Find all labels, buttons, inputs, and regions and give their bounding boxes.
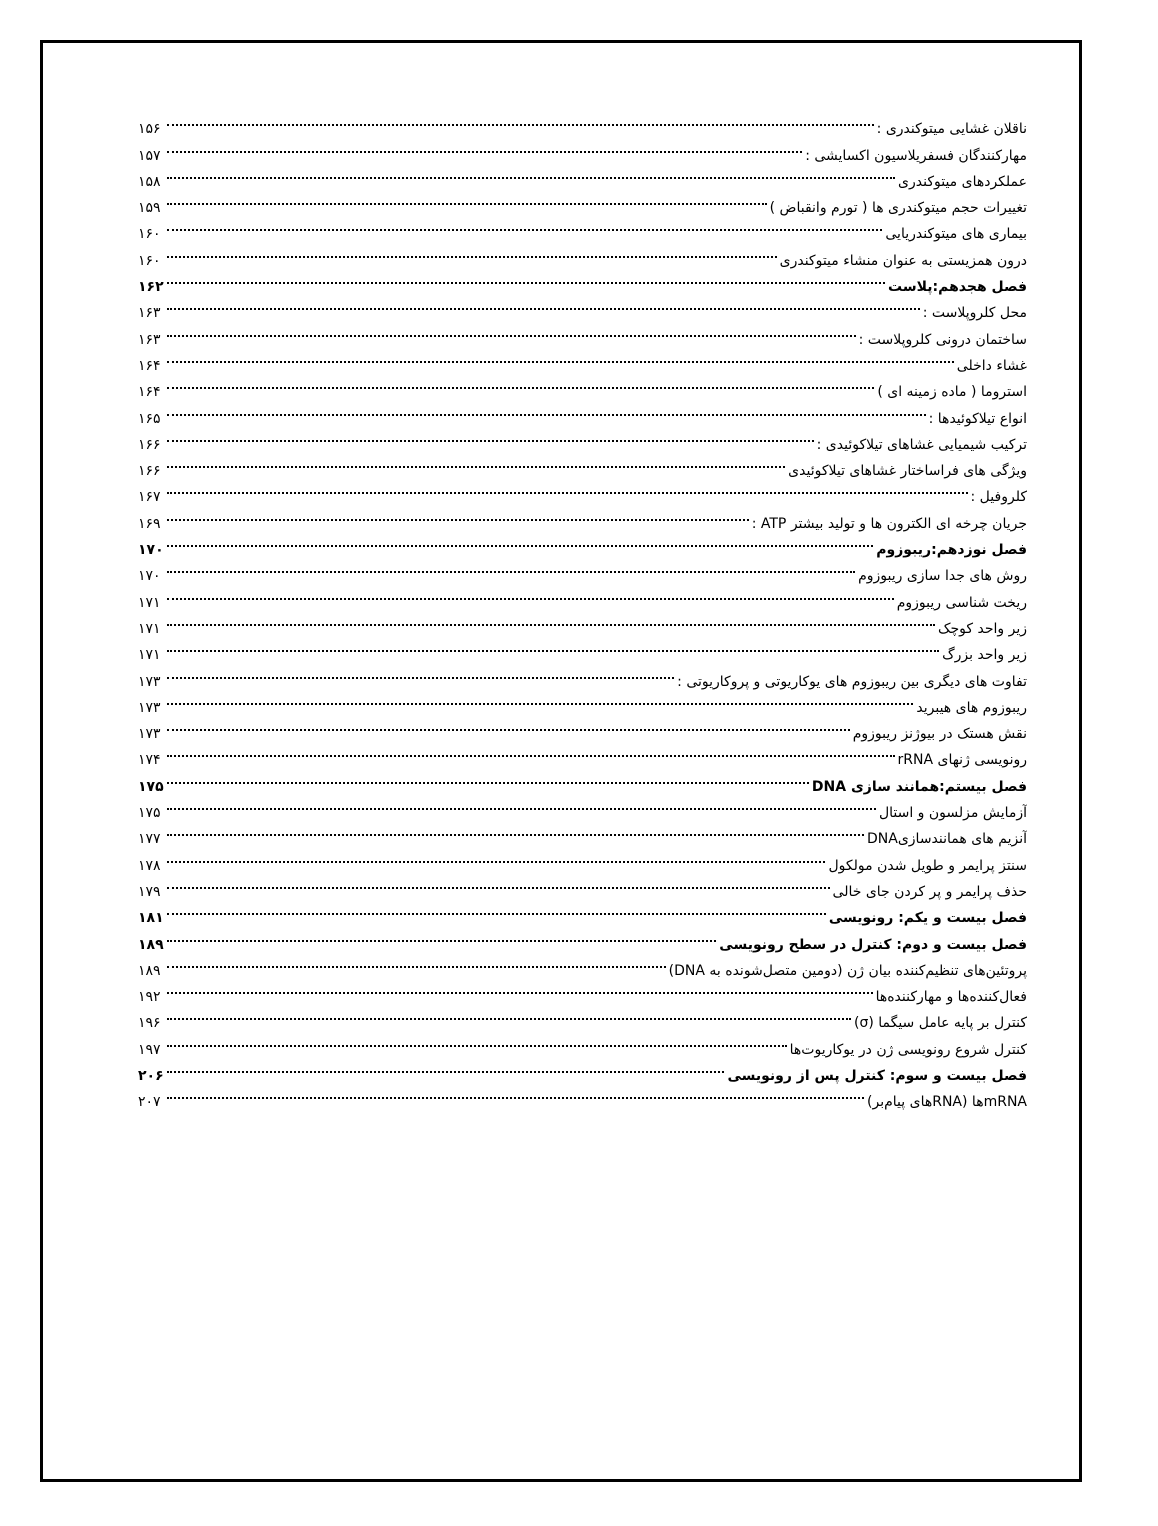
toc-entry-title: فصل بیست و دوم: کنترل در سطح رونویسی bbox=[719, 936, 1027, 953]
toc-page-number: ۱۷۱ bbox=[138, 647, 161, 664]
toc-entry-title: استروما ( ماده زمینه ای ) bbox=[877, 384, 1027, 401]
toc-entry-title: آزمایش مزلسون و استال bbox=[878, 805, 1027, 822]
toc-entry-title: زیر واحد کوچک bbox=[937, 620, 1027, 637]
toc-page-number: ۱۶۵ bbox=[138, 410, 161, 427]
toc-entry-title: پروتئین‌های تنظیم‌کننده بیان ژن (دومین متصل‌شونده به DNA) bbox=[668, 962, 1027, 979]
toc-dot-leader bbox=[167, 186, 767, 212]
toc-page-number: ۱۷۸ bbox=[138, 857, 161, 874]
toc-row bbox=[138, 633, 1027, 664]
toc-page-number: ۱۵۸ bbox=[138, 173, 161, 190]
toc-entry-title: فصل نوزدهم:ریبوزوم bbox=[876, 542, 1027, 559]
toc-page-number: ۱۶۳ bbox=[138, 305, 161, 322]
toc-entry-title: فصل بیست و سوم: کنترل پس از رونویسی bbox=[727, 1067, 1027, 1084]
toc-dot-leader bbox=[167, 580, 894, 606]
toc-entry-title: ساختمان درونی کلروپلاست : bbox=[858, 331, 1027, 348]
toc-entry-title: روش های جدا سازی ریبوزوم bbox=[858, 568, 1027, 585]
toc-row bbox=[138, 475, 1027, 506]
toc-entry-title: نقش هستک در بیوژنز ریبوزوم bbox=[852, 726, 1027, 743]
toc-dot-leader bbox=[167, 396, 926, 422]
toc-page-number: ۱۶۶ bbox=[138, 436, 161, 453]
toc-dot-leader bbox=[167, 1027, 787, 1053]
toc-row bbox=[138, 738, 1027, 769]
toc-entry-title: جریان چرخه ای الکترون ها و تولید بیشتر ATP : bbox=[751, 515, 1027, 532]
toc-entry-title: مهارکنندگان فسفریلاسیون اکسایشی : bbox=[805, 147, 1027, 164]
toc-entry-title: فصل بیستم:همانند سازی DNA bbox=[811, 778, 1027, 795]
toc-entry-title: بیماری های میتوکندریایی bbox=[885, 226, 1027, 243]
toc-dot-leader bbox=[167, 554, 855, 580]
toc-page-number: ۱۸۱ bbox=[138, 910, 164, 927]
toc-dot-leader bbox=[167, 738, 895, 764]
toc-dot-leader bbox=[167, 764, 809, 790]
toc-page-number: ۱۷۵ bbox=[138, 778, 164, 795]
toc-dot-leader bbox=[167, 291, 920, 317]
toc-row bbox=[138, 160, 1027, 190]
toc-dot-leader bbox=[167, 712, 850, 738]
toc-page-number: ۱۷۳ bbox=[138, 673, 161, 690]
toc-row bbox=[138, 107, 1027, 138]
toc-page-number: ۱۶۳ bbox=[138, 331, 161, 348]
toc-page-number: ۱۵۶ bbox=[138, 121, 161, 138]
toc-entry-title: حذف پرایمر و پر کردن جای خالی bbox=[832, 883, 1027, 900]
toc-entry-title: ویژگی های فراساختار غشاهای تیلاکوئیدی bbox=[788, 463, 1027, 480]
toc-entry-title: سنتز پرایمر و طویل شدن مولکول bbox=[828, 857, 1027, 874]
toc-row bbox=[138, 607, 1027, 637]
toc-dot-leader bbox=[167, 870, 830, 896]
toc-chapter-row bbox=[138, 764, 1027, 795]
toc-dot-leader bbox=[167, 344, 954, 370]
toc-row bbox=[138, 501, 1027, 532]
toc-page-number: ۱۶۰ bbox=[138, 252, 161, 269]
toc-entry-title: فعال‌کننده‌ها و مهارکننده‌ها bbox=[875, 989, 1027, 1006]
toc-page-number: ۱۹۷ bbox=[138, 1041, 161, 1058]
toc-page-number: ۱۸۹ bbox=[138, 962, 161, 979]
toc-dot-leader bbox=[167, 501, 749, 527]
toc-entry-title: کنترل شروع رونویسی ژن در یوکاریوت‌ها bbox=[789, 1041, 1027, 1058]
toc-row bbox=[138, 712, 1027, 743]
toc-row bbox=[138, 659, 1027, 690]
toc-entry-title: ریخت شناسی ریبوزوم bbox=[896, 594, 1027, 611]
toc-dot-leader bbox=[167, 607, 935, 633]
toc-page-number: ۱۷۷ bbox=[138, 831, 161, 848]
toc-page-number: ۱۹۶ bbox=[138, 1015, 161, 1032]
toc-dot-leader bbox=[167, 475, 968, 501]
toc-dot-leader bbox=[167, 843, 825, 869]
toc-entry-title: تغییرات حجم میتوکندری ها ( تورم وانقباض ) bbox=[769, 200, 1027, 217]
toc-entry-title: غشاء داخلی bbox=[956, 357, 1027, 374]
toc-dot-leader bbox=[167, 449, 785, 475]
toc-dot-leader bbox=[167, 212, 882, 238]
toc-entry-title: تفاوت های دیگری بین ریبوزوم های یوکاریوتی و پروکاریوتی : bbox=[677, 673, 1027, 690]
toc-dot-leader bbox=[167, 817, 864, 843]
toc-page-number: ۱۶۶ bbox=[138, 463, 161, 480]
toc-row bbox=[138, 396, 1027, 427]
toc-entry-title: رونویسی ژنهای rRNA bbox=[897, 752, 1027, 769]
toc-dot-leader bbox=[167, 659, 674, 685]
toc-entry-title: ریبوزوم های هیبرید bbox=[916, 699, 1027, 716]
toc-dot-leader bbox=[167, 1080, 864, 1106]
toc-entry-title: mRNAها (RNAهای پیام‌بر) bbox=[867, 1094, 1027, 1111]
toc-dot-leader bbox=[167, 133, 802, 159]
toc-dot-leader bbox=[167, 1054, 724, 1080]
toc-entry-title: کلروفیل : bbox=[970, 489, 1027, 506]
toc-entry-title: فصل بیست و یکم: رونویسی bbox=[828, 910, 1027, 927]
toc-page-number: ۱۶۴ bbox=[138, 384, 161, 401]
toc-row bbox=[138, 291, 1027, 322]
toc-entry-title: ناقلان غشایی میتوکندری : bbox=[876, 121, 1027, 138]
toc-dot-leader bbox=[167, 949, 666, 975]
toc-dot-leader bbox=[167, 528, 873, 554]
toc-dot-leader bbox=[167, 107, 874, 133]
toc-entry-title: انواع تیلاکوئیدها : bbox=[928, 410, 1027, 427]
toc-page-number: ۱۶۹ bbox=[138, 515, 161, 532]
toc-page-number: ۱۶۲ bbox=[138, 279, 164, 296]
toc-page-number: ۱۷۹ bbox=[138, 883, 161, 900]
toc-entry-title: ترکیب شیمیایی غشاهای تیلاکوئیدی : bbox=[816, 436, 1027, 453]
toc-row bbox=[138, 580, 1027, 611]
toc-page-number: ۱۶۷ bbox=[138, 489, 161, 506]
table-of-contents bbox=[138, 107, 1027, 1111]
toc-dot-leader bbox=[167, 265, 885, 291]
toc-page-number: ۱۵۷ bbox=[138, 147, 161, 164]
toc-row bbox=[138, 186, 1027, 217]
toc-row bbox=[138, 423, 1027, 453]
toc-dot-leader bbox=[167, 317, 856, 343]
toc-page-number: ۲۰۷ bbox=[138, 1094, 161, 1111]
toc-dot-leader bbox=[167, 160, 895, 186]
toc-row bbox=[138, 370, 1027, 401]
toc-page-number: ۱۷۴ bbox=[138, 752, 161, 769]
toc-entry-title: درون همزیستی به عنوان منشاء میتوکندری bbox=[779, 252, 1027, 269]
toc-page-number: ۱۹۲ bbox=[138, 989, 161, 1006]
toc-entry-title: فصل هجدهم:پلاست bbox=[888, 279, 1027, 296]
toc-dot-leader bbox=[167, 633, 939, 659]
toc-entry-title: آنزیم های همانندسازیDNA bbox=[866, 831, 1027, 848]
toc-dot-leader bbox=[167, 975, 873, 1001]
toc-page-number: ۱۷۰ bbox=[138, 542, 164, 559]
toc-entry-title: کنترل بر پایه عامل سیگما (σ) bbox=[853, 1015, 1027, 1032]
toc-page-number: ۱۷۳ bbox=[138, 699, 161, 716]
toc-dot-leader bbox=[167, 922, 716, 948]
toc-entry-title: عملکردهای میتوکندری bbox=[898, 173, 1027, 190]
toc-page-number: ۱۵۹ bbox=[138, 200, 161, 217]
toc-row bbox=[138, 686, 1027, 716]
toc-dot-leader bbox=[167, 1001, 851, 1027]
toc-page-number: ۱۶۰ bbox=[138, 226, 161, 243]
toc-row bbox=[138, 317, 1027, 348]
toc-page-number: ۱۷۱ bbox=[138, 594, 161, 611]
toc-dot-leader bbox=[167, 238, 777, 264]
toc-page-number: ۱۷۵ bbox=[138, 805, 161, 822]
toc-row bbox=[138, 344, 1027, 374]
toc-page-number: ۱۷۳ bbox=[138, 726, 161, 743]
toc-entry-title: زیر واحد بزرگ bbox=[942, 647, 1027, 664]
toc-page-number: ۱۶۴ bbox=[138, 357, 161, 374]
toc-dot-leader bbox=[167, 791, 876, 817]
toc-entry-title: محل کلروپلاست : bbox=[922, 305, 1027, 322]
toc-dot-leader bbox=[167, 423, 814, 449]
toc-page-number: ۱۷۰ bbox=[138, 568, 161, 585]
toc-dot-leader bbox=[167, 370, 874, 396]
toc-dot-leader bbox=[167, 686, 913, 712]
toc-dot-leader bbox=[167, 896, 826, 922]
toc-page-number: ۱۸۹ bbox=[138, 936, 164, 953]
toc-page-number: ۲۰۶ bbox=[138, 1067, 164, 1084]
toc-page-number: ۱۷۱ bbox=[138, 620, 161, 637]
